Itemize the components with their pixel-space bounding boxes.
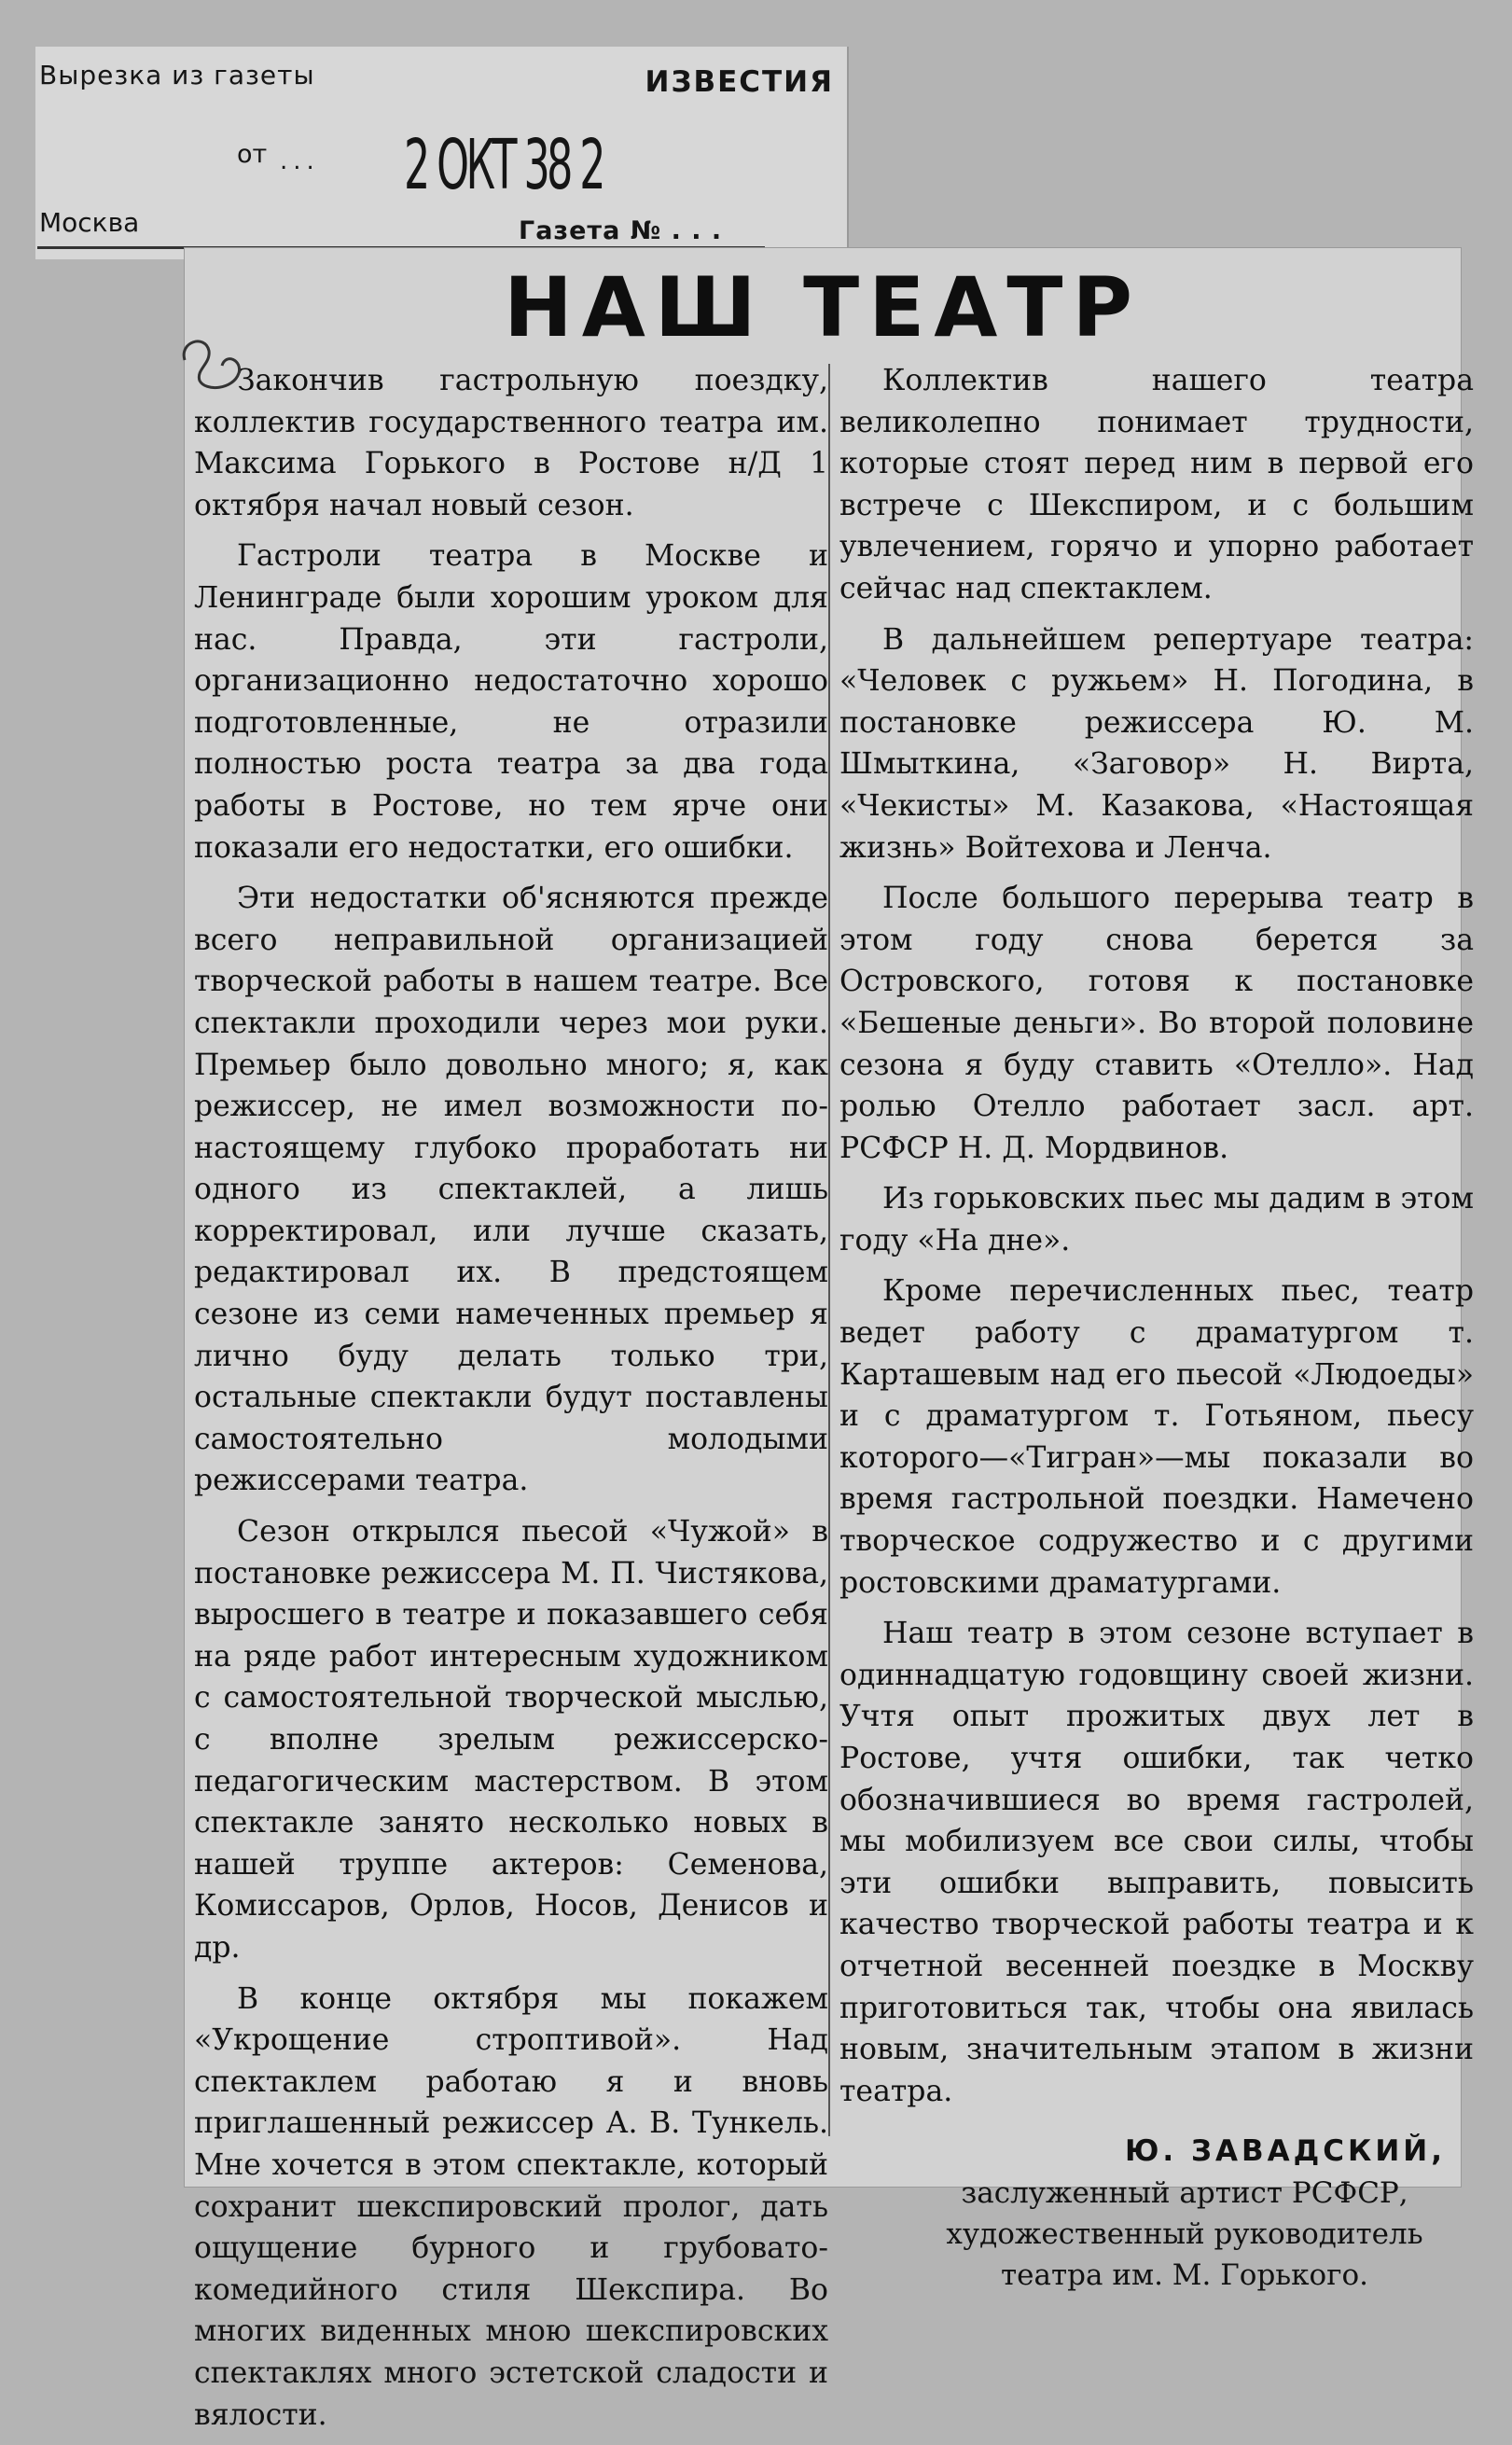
paragraph: После большого перерыва театр в этом году снова берется за Островского, готовя к постановке «Бешеные деньги». Во второй половине сезона я буду ставить «Отелло». Над ролью Отелло работает засл. арт. РСФСР Н. Д. Мордвинов. <box>839 882 1474 1165</box>
left-column <box>194 360 828 2445</box>
signature-block <box>839 2131 1474 2296</box>
paragraph: Кроме перечисленных пьес, театр ведет работу с драматургом т. Карташевым над его пьесой «Людоеды» и с драматургом т. Готьяном, пьесу которого—«Тигран»—мы показали во время гастрольной поездки. Намечено творческое содружество и с другими ростовскими драматургами. <box>839 1274 1474 1600</box>
stamp-date: 2 ОКТ 38 2 <box>404 125 603 205</box>
stamp-gazeta-number: Газета № . . . <box>519 216 723 245</box>
handwritten-mark <box>177 332 252 397</box>
paragraph: Наш театр в этом сезоне вступает в одиннадцатую годовщину своей жизни. Учтя опыт прожитых двух лет в Ростове, учтя ошибки, так четко обозначившиеся во время гастролей, мы мобилизуем все свои силы, чтобы эти ошибки выправить, повысить качество творческой работы театра и к отчетной весенней поездке в Москву приготовиться так, чтобы она явилась новым, значительным этапом в жизни театра. <box>839 1617 1474 2108</box>
paragraph: Эти недостатки об'ясняются прежде всего неправильной организацией творческой работы в нашем театре. Все спектакли проходили через мои руки. Премьер было довольно много; я, как режиссер, не имел возможности по-настоящему глубоко проработать ни одного из спектаклей, а лишь корректировал, или лучше сказать, редактировал их. В предстоящем сезоне из семи намеченных премьер я лично буду делать только три, остальные спектакли будут поставлены самостоятельно молодыми режиссерами театра. <box>194 882 828 1498</box>
newspaper-name: ИЗВЕСТИЯ <box>645 65 834 99</box>
stamp-dots: ... <box>280 147 320 175</box>
paragraph: Из горьковских пьес мы дадим в этом году «На дне». <box>839 1182 1474 1257</box>
right-column <box>839 360 1474 2296</box>
author-title-line: театра им. М. Горького. <box>1001 2257 1368 2292</box>
paragraph: В дальнейшем репертуаре театра: «Человек с ружьем» Н. Погодина, в постановке режиссера Ю. М. Шмыткина, «Заговор» Н. Вирта, «Чекисты» М. Казакова, «Настоящая жизнь» Войтехова и Ленча. <box>839 622 1474 865</box>
paragraph: Сезон открылся пьесой «Чужой» в постановке режиссера М. П. Чистякова, выросшего в театре и показавшего себя на ряде работ интересным художником с самостоятельной творческой мыслью, с вполне зрелым режиссерско-педагогическим мастерством. В этом спектакле занято несколько новых в нашей труппе актеров: Семенова, Комиссаров, Орлов, Носов, Денисов и др. <box>194 1515 828 1965</box>
stamp-from: от <box>237 140 268 169</box>
paragraph: Коллектив нашего театра великолепно понимает трудности, которые стоят перед ним в первой его встрече с Шекспиром, и с большим увлечением, горячо и упорно работает сейчас над спектаклем. <box>839 364 1474 605</box>
stamp-city: Москва <box>39 207 140 238</box>
author-name: Ю. ЗАВАДСКИЙ, <box>1125 2134 1446 2169</box>
column-divider <box>828 364 830 2136</box>
article-title: НАШ ТЕАТР <box>504 259 1142 355</box>
author-title-line: заслуженный артист РСФСР, <box>961 2175 1408 2210</box>
author-title-line: художественный руководитель <box>946 2216 1423 2251</box>
stamp-label: Вырезка из газеты <box>39 60 315 90</box>
paragraph: В конце октября мы покажем «Укрощение строптивой». Над спектаклем работаю я и вновь приглашенный режиссер А. В. Тункель. Мне хочется в этом спектакле, который сохранит шекспировский пролог, дать ощущение бурного и грубовато-комедийного стиля Шекспира. Во многих виденных мною шекспировских спектаклях много эстетской сладости и вялости. <box>194 1981 828 2432</box>
newspaper-clipping <box>185 248 1474 2432</box>
paragraph: Гастроли театра в Москве и Ленинграде были хорошим уроком для нас. Правда, эти гастроли, организационно недостаточно хорошо подготовленные, не отразили полностью роста театра за два года работы в Ростове, но тем ярче они показали его недостатки, его ошибки. <box>194 539 828 865</box>
paragraph: Закончив гастрольную поездку, коллектив государственного театра им. Максима Горького в Ростове н/Д 1 октября начал новый сезон. <box>194 364 828 522</box>
clipping-stamp <box>35 47 849 259</box>
